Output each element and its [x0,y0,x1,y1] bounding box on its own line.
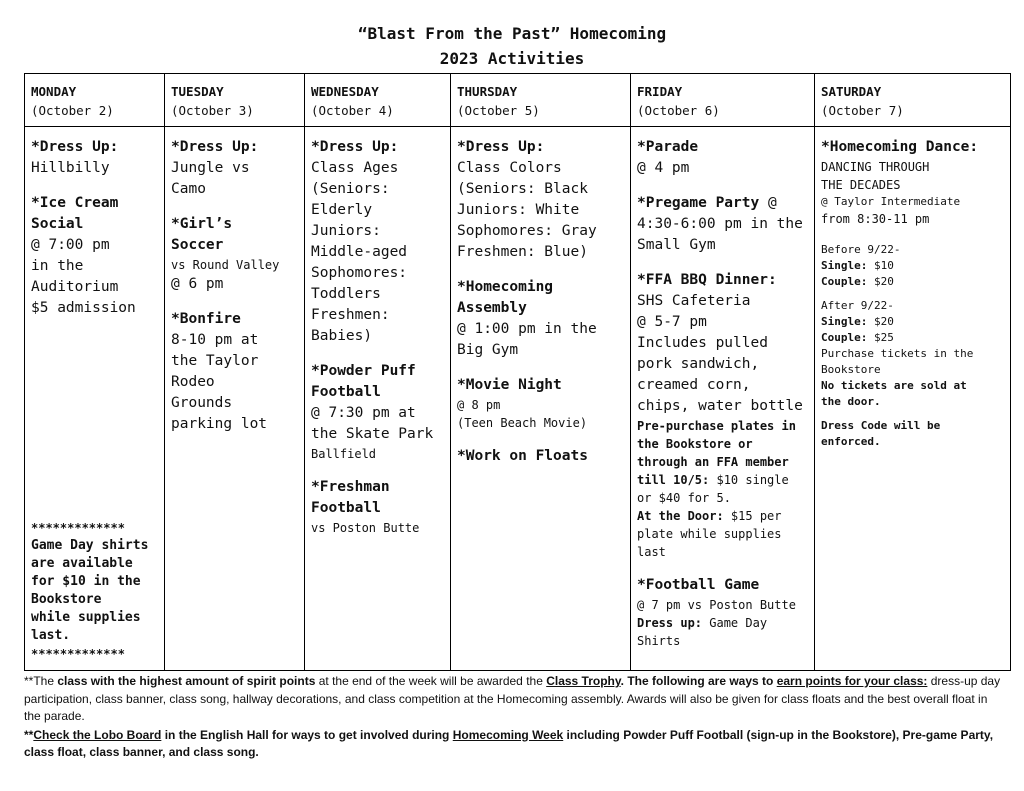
document-subtitle: 2023 Activities [439,49,585,68]
header-monday: MONDAY (October 2) [25,74,165,127]
event-heading: *Work on Floats [457,448,588,464]
monday-cell: *Dress Up: Hillbilly *Ice Cream Social @ 7:00 pm in the Auditorium $5 admission ************* Game Day shirts are available for $10 in the Bookstore while supplies last. ************* [25,127,165,671]
activities-table [24,73,1011,671]
game-day-shirts-note: ************* Game Day shirts are available for $10 in the Bookstore while supplies last. ************* [31,521,149,661]
event-heading: *Ice Cream [31,195,119,211]
header-saturday: SATURDAY (October 7) [815,74,1011,127]
header-tuesday: TUESDAY (October 3) [165,74,305,127]
event-heading: *Homecoming Dance: [821,139,979,155]
lobo-board-note: **Check the Lobo Board in the English Hall for ways to get involved during Homecoming Week including Powder Puff Football (sign-up in the Bookstore), Pre-game Party, class float, class banner, and class song. [24,727,994,759]
event-heading: *Dress Up: [457,139,545,155]
footer-notes [24,673,1004,763]
event-heading: *Girl’s [171,216,233,232]
event-heading: *Dress Up: [171,139,259,155]
event-heading: *Homecoming [457,279,554,295]
wednesday-cell: *Dress Up: Class Ages (Seniors: Elderly Juniors: Middle-aged Sophomores: Toddlers Freshmen: Babies) *Powder Puff Football @ 7:30 pm at the Skate Park Ballfield *Freshman Football vs Poston Butte [305,127,451,671]
event-heading: *Dress Up: [311,139,399,155]
document-title: “Blast From the Past” Homecoming [357,24,667,43]
header-friday: FRIDAY (October 6) [631,74,815,127]
event-heading: *Dress Up: [31,139,119,155]
tuesday-cell: *Dress Up: Jungle vs Camo *Girl’s Soccer vs Round Valley @ 6 pm *Bonfire 8-10 pm at the Taylor Rodeo Grounds parking lot [165,127,305,671]
event-heading: *FFA BBQ Dinner: [637,272,777,288]
header-wednesday: WEDNESDAY (October 4) [305,74,451,127]
event-heading: *Powder Puff [311,363,416,379]
friday-cell: *Parade @ 4 pm *Pregame Party @ 4:30-6:00 pm in the Small Gym *FFA BBQ Dinner: SHS Cafeteria @ 5-7 pm Includes pulled pork sandwich, creamed corn, chips, water bottle Pre-purchase plates in the Bookstore or through an FFA member till 10/5: $10 single or $40 for 5. At the Door: $15 per plate while supplies last *Football Game @ 7 pm vs Poston Butte Dress up: Game Day Shirts [631,127,815,671]
header-row [25,74,1011,127]
event-heading: *Movie Night [457,377,562,393]
spirit-points-note: **The class with the highest amount of spirit points at the end of the week will be awarded the Class Trophy. The following are ways to earn points for your class: dress-up day participation, class banner, class song, hallway decorations, and class competition at the Homecoming assembly. Awards will also be given for class floats and the best overall float in the parade. [24,674,1001,723]
event-heading: *Bonfire [171,311,241,327]
event-heading: *Freshman [311,479,390,495]
events-row [25,127,1011,671]
header-thursday: THURSDAY (October 5) [451,74,631,127]
saturday-cell: *Homecoming Dance: DANCING THROUGH THE DECADES @ Taylor Intermediate from 8:30-11 pm Before 9/22- Single: $10 Couple: $20 After 9/22- Single: $20 Couple: $25 Purchase tickets in the Bookstore No tickets are sold at the door. Dress Code will be enforced. [815,127,1011,671]
event-heading: *Pregame Party [637,195,760,211]
event-heading: *Football Game [637,577,760,593]
event-heading: *Parade [637,139,699,155]
thursday-cell: *Dress Up: Class Colors (Seniors: Black Juniors: White Sophomores: Gray Freshmen: Blue) *Homecoming Assembly @ 1:00 pm in the Big Gym *Movie Night @ 8 pm (Teen Beach Movie) *Work on Floats [451,127,631,671]
